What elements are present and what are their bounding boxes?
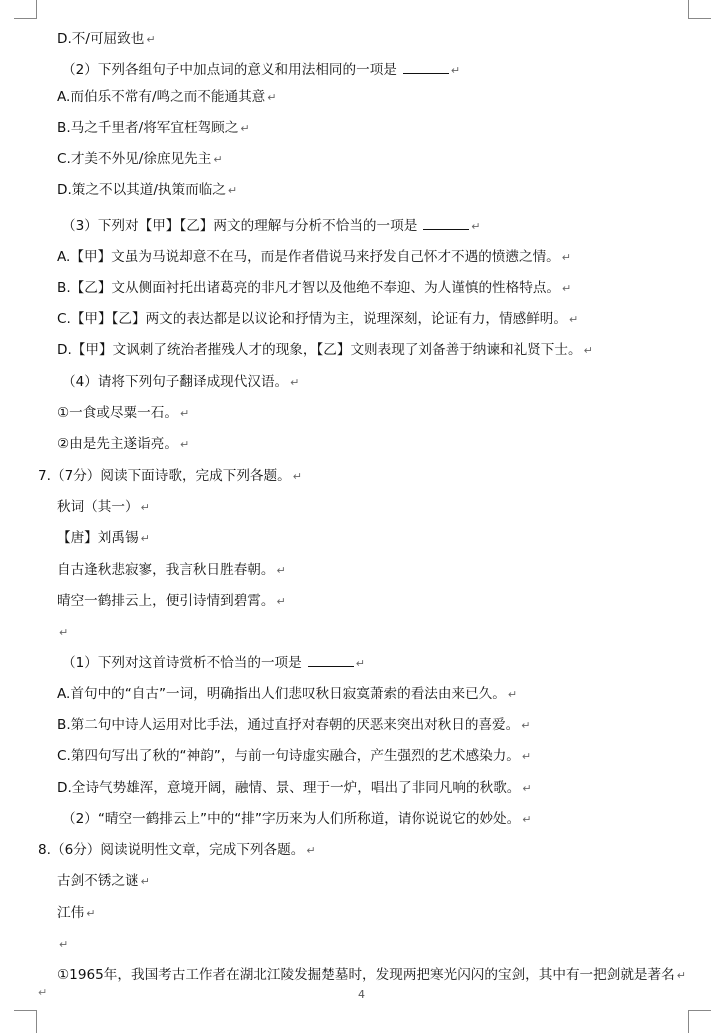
line-text: 古剑不锈之谜	[57, 873, 139, 889]
text-line	[57, 623, 68, 642]
text-line	[57, 341, 593, 360]
line-text: 7.（7分）阅读下面诗歌，完成下列各题。	[38, 468, 291, 484]
paragraph-mark: ↵	[355, 657, 365, 670]
text-line	[57, 529, 150, 548]
line-text: 8.（6分）阅读说明性文章，完成下列各题。	[38, 842, 305, 858]
text-line	[57, 747, 531, 766]
line-text: 晴空一鹤排云上，便引诗情到碧霄。	[57, 593, 275, 609]
text-line	[57, 248, 571, 267]
line-text: ①一食或尽粟一石。	[57, 405, 178, 421]
line-text: A.首句中的“自古”一词，明确指出人们悲叹秋日寂寞萧索的看法由来已久。	[57, 686, 506, 702]
text-line	[57, 279, 571, 298]
text-line	[57, 498, 150, 517]
paragraph-mark: ↵	[471, 220, 481, 233]
text-line	[57, 88, 277, 107]
text-line	[62, 810, 531, 829]
paragraph-mark: ↵	[213, 153, 223, 166]
line-text: B.【乙】文从侧面衬托出诸葛亮的非凡才智以及他绝不奉迎、为人谨慎的性格特点。	[57, 280, 561, 296]
line-text: D.【甲】文讽刺了统治者摧残人才的现象，【乙】文则表现了刘备善于纳谏和礼贤下士。	[57, 342, 582, 358]
text-line	[57, 592, 286, 611]
text-line	[57, 30, 156, 49]
paragraph-mark: ↵	[292, 470, 302, 483]
text-line	[57, 935, 68, 954]
text-line	[38, 467, 302, 486]
text-line	[57, 685, 517, 704]
paragraph-mark: ↵	[140, 532, 150, 545]
line-text: （1）下列对这首诗赏析不恰当的一项是	[62, 655, 302, 671]
answer-blank[interactable]	[308, 654, 354, 667]
text-line	[57, 904, 95, 923]
text-line	[57, 561, 286, 580]
text-line	[62, 61, 460, 80]
text-line	[57, 119, 250, 138]
line-text: A.而伯乐不常有/鸣之而不能通其意	[57, 89, 266, 105]
text-line	[62, 217, 481, 236]
paragraph-mark: ↵	[562, 282, 572, 295]
line-text: 江伟	[57, 905, 85, 921]
crop-mark-bottom-right	[688, 1010, 711, 1033]
text-line	[62, 654, 365, 673]
text-line	[57, 435, 189, 454]
line-text: （2）“晴空一鹤排云上”中的“排”字历来为人们所称道，请你说说它的妙处。	[62, 811, 521, 827]
text-line	[57, 404, 189, 423]
page-number: 4	[358, 988, 365, 1001]
line-text: （3）下列对【甲】【乙】两文的理解与分析不恰当的一项是	[62, 218, 418, 234]
paragraph-mark: ↵	[140, 501, 150, 514]
paragraph-mark: ↵	[583, 344, 593, 357]
line-text: （4）请将下列句子翻译成现代汉语。	[62, 374, 289, 390]
line-text: C.才美不外见/徐庶见先主	[57, 151, 212, 167]
paragraph-mark: ↵	[521, 750, 532, 763]
paragraph-mark: ↵	[568, 313, 579, 326]
paragraph-mark: ↵	[522, 782, 532, 795]
line-text: （2）下列各组句子中加点词的意义和用法相同的一项是	[62, 62, 397, 78]
line-text: 【唐】刘禹锡	[57, 530, 139, 546]
text-line	[57, 716, 530, 735]
paragraph-mark: ↵	[521, 719, 531, 732]
paragraph-mark: ↵	[59, 938, 69, 951]
paragraph-mark: ↵	[179, 438, 190, 451]
text-line	[38, 841, 316, 860]
text-line	[57, 872, 150, 891]
paragraph-mark: ↵	[59, 626, 69, 639]
paragraph-mark: ↵	[140, 875, 150, 888]
text-line	[62, 373, 299, 392]
paragraph-mark: ↵	[146, 33, 156, 46]
paragraph-mark: ↵	[267, 91, 277, 104]
paragraph-mark: ↵	[290, 376, 300, 389]
line-text: C.【甲】【乙】两文的表达都是以议论和抒情为主，说理深刻，论证有力，情感鲜明。	[57, 311, 567, 327]
line-text: ②由是先主遂诣亮。	[57, 436, 178, 452]
text-line	[57, 779, 532, 798]
paragraph-mark: ↵	[179, 407, 190, 420]
answer-blank[interactable]	[423, 217, 469, 230]
paragraph-mark: ↵	[507, 688, 518, 701]
line-text: A.【甲】文虽为马说却意不在马，而是作者借说马来抒发自己怀才不遇的愤懑之情。	[57, 249, 560, 265]
line-text: C.第四句写出了秋的“神韵”，与前一句诗虚实融合，产生强烈的艺术感染力。	[57, 748, 520, 764]
footer-left-paragraph-mark: ↵	[38, 986, 48, 999]
line-text: 自古逢秋悲寂寥，我言秋日胜春朝。	[57, 562, 275, 578]
line-text: D.策之不以其道/执策而临之	[57, 182, 226, 198]
paragraph-mark: ↵	[306, 844, 316, 857]
line-text: D.全诗气势雄浑，意境开阔，融情、景、理于一炉，唱出了非同凡响的秋歌。	[57, 780, 521, 796]
crop-mark-top-left	[14, 0, 37, 19]
crop-mark-bottom-left	[14, 1010, 37, 1033]
paragraph-mark: ↵	[276, 595, 286, 608]
paragraph-mark: ↵	[276, 564, 286, 577]
paragraph-mark: ↵	[561, 251, 571, 264]
paragraph-mark: ↵	[86, 907, 96, 920]
paragraph-mark: ↵	[450, 64, 461, 77]
line-text: 秋词（其一）	[57, 499, 139, 515]
answer-blank[interactable]	[403, 61, 449, 74]
line-text: B.马之千里者/将军宜枉驾顾之	[57, 120, 239, 136]
crop-mark-top-right	[688, 0, 711, 19]
text-line	[57, 966, 686, 985]
paragraph-mark: ↵	[240, 122, 250, 135]
paragraph-mark: ↵	[227, 184, 238, 197]
line-text: B.第二句中诗人运用对比手法，通过直抒对春朝的厌恶来突出对秋日的喜爱。	[57, 717, 520, 733]
line-text: ①1965年，我国考古工作者在湖北江陵发掘楚墓时，发现两把寒光闪闪的宝剑，其中有一把剑就是著名	[57, 967, 675, 983]
paragraph-mark: ↵	[522, 813, 532, 826]
line-text: D.不/可屈致也	[57, 31, 145, 47]
paragraph-mark: ↵	[676, 969, 686, 982]
text-line	[57, 181, 237, 200]
text-line	[57, 310, 578, 329]
text-line	[57, 150, 223, 169]
